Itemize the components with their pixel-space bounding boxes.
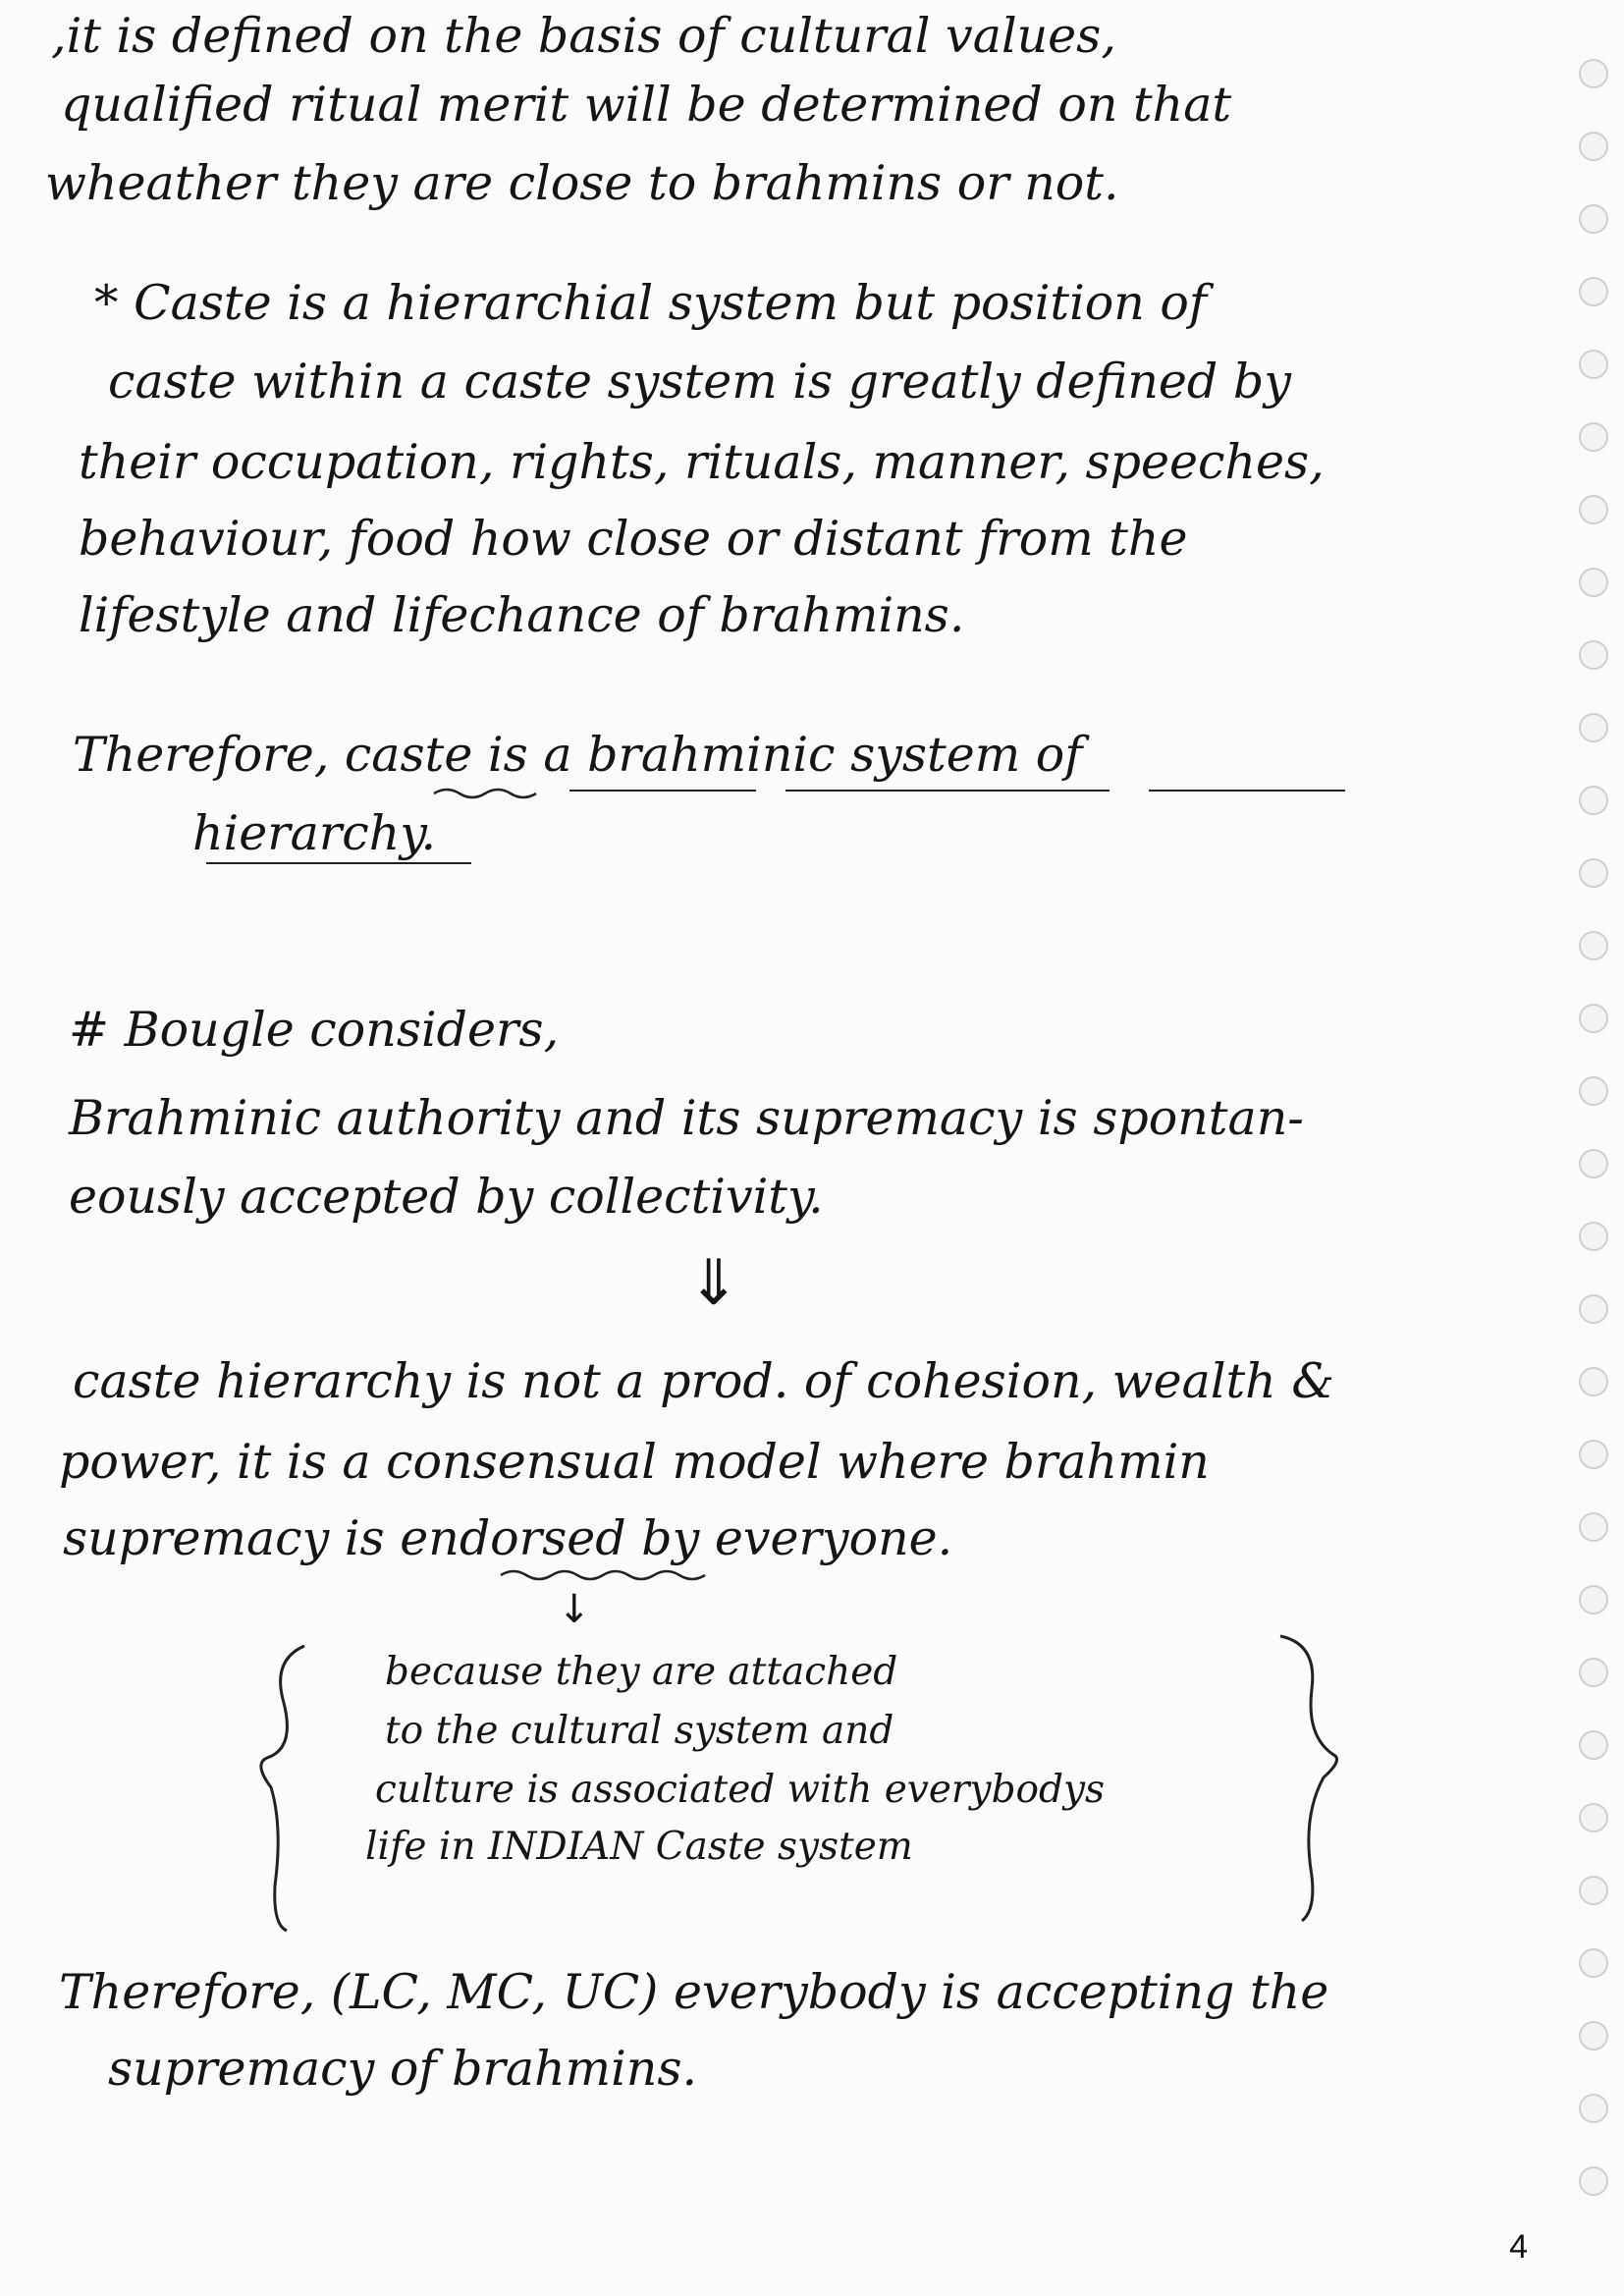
- text-line: life in INDIAN Caste system: [365, 1825, 913, 1869]
- notebook-hole: [1579, 786, 1608, 815]
- notebook-hole: [1579, 2166, 1608, 2196]
- notebook-hole: [1579, 568, 1608, 597]
- text-line: culture is associated with everybodys: [375, 1768, 1106, 1812]
- text-line: supremacy is endorsed by everyone.: [63, 1510, 953, 1566]
- left-brace-icon: [253, 1640, 312, 1935]
- notebook-hole: [1579, 1149, 1608, 1178]
- notebook-hole: [1579, 1222, 1608, 1251]
- page-number: 4: [1509, 2228, 1528, 2266]
- text-line: qualified ritual merit will be determined on that: [61, 77, 1232, 133]
- text-line: Therefore, caste is a brahminic system of: [73, 727, 1083, 783]
- notebook-hole: [1579, 2094, 1608, 2123]
- text-line: lifestyle and lifechance of brahmins.: [79, 587, 965, 643]
- text-line: Brahminic authority and its supremacy is spontan-: [69, 1090, 1304, 1146]
- text-line: to the cultural system and: [385, 1709, 894, 1753]
- text-line: eously accepted by collectivity.: [69, 1169, 824, 1225]
- underline: [206, 862, 471, 864]
- notebook-hole: [1579, 2021, 1608, 2050]
- text-line: power, it is a consensual model where brahmin: [59, 1434, 1210, 1490]
- small-down-arrow-icon: ↓: [558, 1587, 591, 1632]
- notebook-hole: [1579, 713, 1608, 742]
- underline: [569, 790, 756, 792]
- text-line: supremacy of brahmins.: [108, 2041, 698, 2097]
- notebook-hole: [1579, 1512, 1608, 1542]
- text-line: ,it is defined on the basis of cultural values,: [51, 8, 1116, 64]
- notebook-holes: [1565, 59, 1624, 2259]
- notebook-hole: [1579, 132, 1608, 161]
- notebook-hole: [1579, 931, 1608, 960]
- notebook-hole: [1579, 59, 1608, 88]
- wavy-underline: [499, 1565, 715, 1585]
- notebook-hole: [1579, 350, 1608, 379]
- notebook-hole: [1579, 1004, 1608, 1033]
- wavy-underline: [432, 784, 540, 803]
- notebook-hole: [1579, 1803, 1608, 1832]
- notebook-hole: [1579, 858, 1608, 888]
- underline: [1149, 790, 1345, 792]
- underline: [785, 790, 1110, 792]
- notebook-hole: [1579, 277, 1608, 306]
- notebook-hole: [1579, 422, 1608, 452]
- text-line: caste within a caste system is greatly defined by: [108, 354, 1291, 410]
- notebook-hole: [1579, 1876, 1608, 1905]
- notebook-hole: [1579, 1440, 1608, 1469]
- notebook-hole: [1579, 1948, 1608, 1978]
- notebook-hole: [1579, 1585, 1608, 1614]
- double-down-arrow-icon: ⇓: [687, 1247, 740, 1320]
- text-line: hierarchy.: [192, 805, 437, 861]
- text-line: because they are attached: [385, 1650, 898, 1694]
- notebook-hole: [1579, 1367, 1608, 1396]
- notebook-hole: [1579, 204, 1608, 234]
- right-brace-icon: [1272, 1630, 1341, 1925]
- text-line: caste hierarchy is not a prod. of cohesion, wealth &: [73, 1353, 1334, 1409]
- notebook-hole: [1579, 1076, 1608, 1106]
- notebook-hole: [1579, 1294, 1608, 1324]
- section-heading: # Bougle considers,: [69, 1002, 560, 1058]
- text-line: behaviour, food how close or distant from the: [79, 511, 1188, 567]
- text-line: * Caste is a hierarchial system but position of: [94, 275, 1208, 331]
- text-line: wheather they are close to brahmins or not.: [45, 155, 1119, 211]
- notebook-hole: [1579, 1658, 1608, 1687]
- notebook-hole: [1579, 495, 1608, 524]
- text-line: Therefore, (LC, MC, UC) everybody is accepting the: [59, 1964, 1329, 2020]
- notebook-hole: [1579, 640, 1608, 670]
- text-line: their occupation, rights, rituals, manner, speeches,: [79, 434, 1325, 490]
- notebook-hole: [1579, 1730, 1608, 1760]
